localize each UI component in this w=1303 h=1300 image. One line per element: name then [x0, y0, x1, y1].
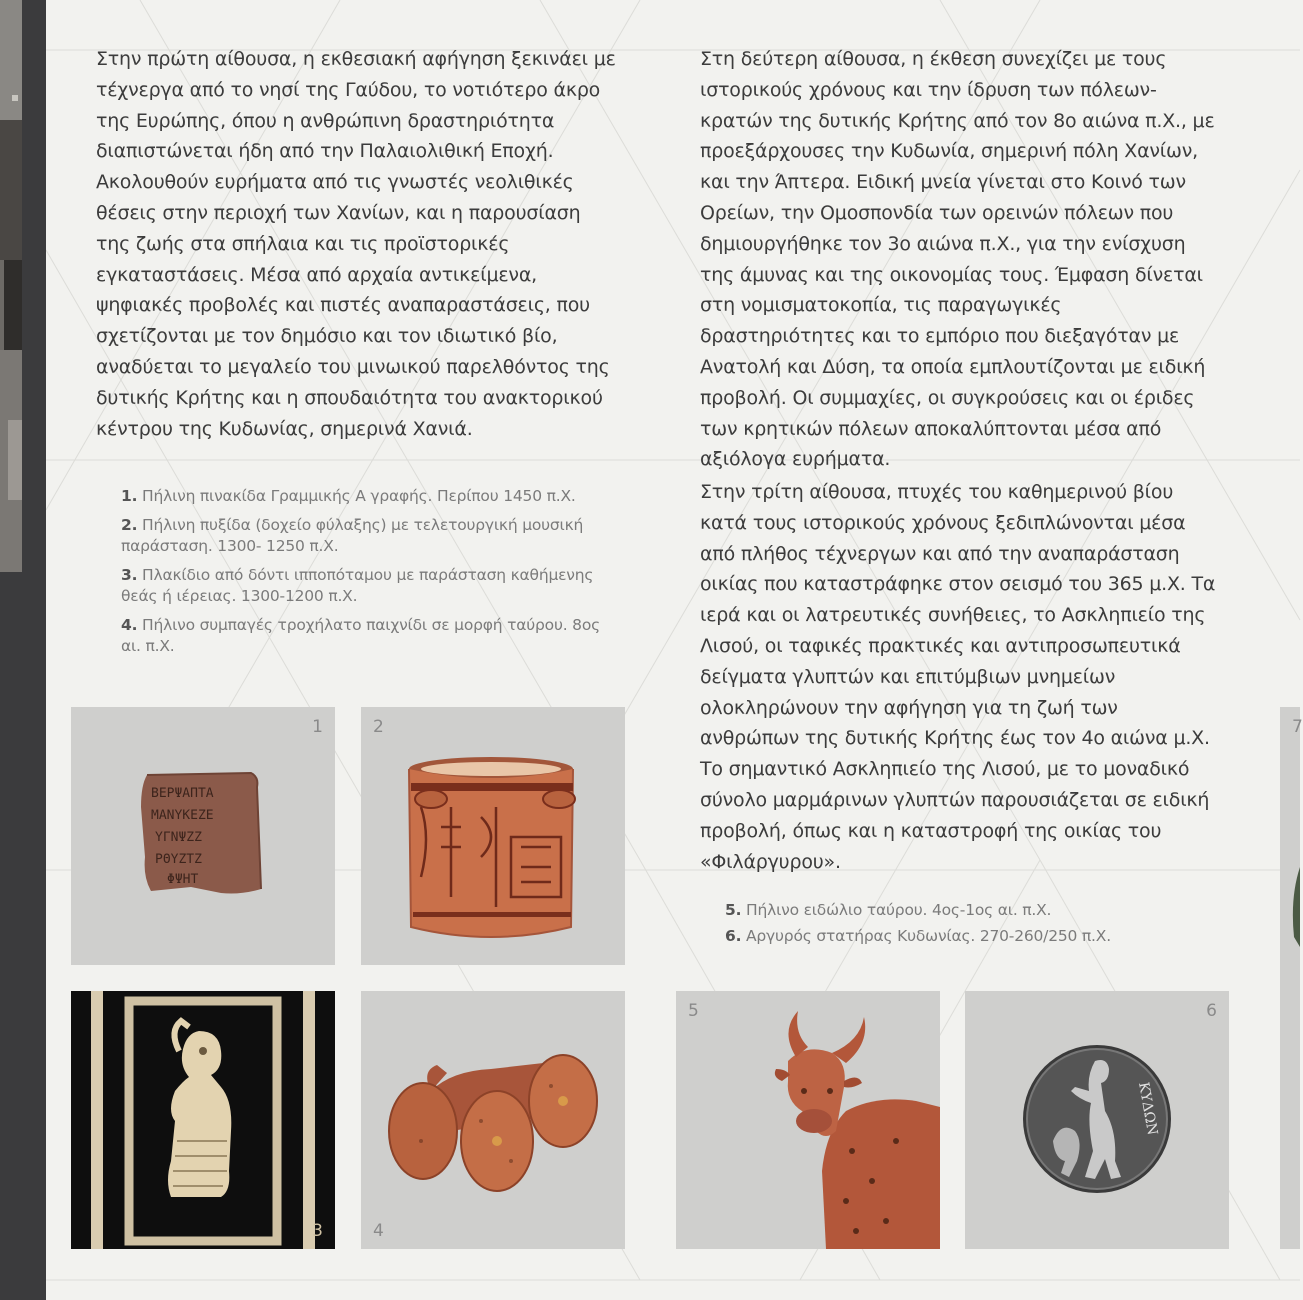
- card-number: 3: [312, 1221, 323, 1241]
- card-number: 6: [1206, 1001, 1217, 1021]
- clay-tablet-image: [71, 707, 335, 965]
- captions-list-right: [725, 900, 1195, 955]
- room2-paragraph: Στη δεύτερη αίθουσα, η έκθεση συνεχίζει με τους ιστορικούς χρόνους και την ίδρυση των πόλεων-κρατών της δυτικής Κρήτης από τον 8ο αιώνα π.Χ., με προεξάρχουσες την Κυδωνία, σημερινή πόλη Χανίων, και την Άπτερα. Ειδική μνεία γίνεται στο Κοινό των Ορείων, την Ομοσπονδία των ορεινών πόλεων που δημιουργήθηκε τον 3ο αιώνα π.Χ., για την ενίσχυση της άμυνας και της οικονομίας τους. Έμφαση δίνεται στη νομισματοκοπία, τις παραγωγικές δραστηριότητες και το εμπόριο που διεξαγόταν με Ανατολή και Δύση, τα οποία εμπλουτίζονται με ειδική προβολή. Οι συμμαχίες, οι συγκρούσεις και οι έριδες των κρητικών πόλεων αποκαλύπτονται μέσα από αξιόλογα ευρήματα.: [700, 48, 1215, 471]
- coin-legend: ΚΥΔΩΝ: [1135, 1080, 1161, 1137]
- wheeled-toy-image: [361, 991, 625, 1249]
- svg-text:ΥΓΝΨΖΖ: ΥΓΝΨΖΖ: [155, 830, 202, 845]
- caption-item: 3. Πλακίδιο από δόντι ιπποπόταμου με παράσταση καθήμενης θεάς ή ιέρειας. 1300-1200 π.Χ.: [121, 566, 594, 605]
- card-number: 5: [688, 1001, 699, 1021]
- caption-item: 2. Πήλινη πυξίδα (δοχείο φύλαξης) με τελετουργική μουσική παράσταση. 1300- 1250 π.Χ.: [121, 516, 584, 555]
- artifact-card-3[interactable]: [71, 991, 335, 1249]
- artifact-card-5[interactable]: [676, 991, 940, 1249]
- artifact-card-4[interactable]: [361, 991, 625, 1249]
- card-number: 7: [1292, 717, 1303, 737]
- card-number: 4: [373, 1221, 384, 1241]
- caption-item: 6. Αργυρός στατήρας Κυδωνίας. 270-260/250 π.Χ.: [725, 927, 1111, 945]
- artifact-card-7[interactable]: [1280, 707, 1303, 1249]
- caption-item: 1. Πήλινη πινακίδα Γραμμικής Α γραφής. Περίπου 1450 π.Χ.: [121, 487, 576, 505]
- silver-stater-image: [965, 991, 1229, 1249]
- card-number: 2: [373, 717, 384, 737]
- ivory-plaque-image: [71, 991, 335, 1249]
- pyxis-image: [361, 707, 625, 965]
- card-number: 1: [312, 717, 323, 737]
- caption-item: 5. Πήλινο ειδώλιο ταύρου. 4ος-1ος αι. π.Χ.: [725, 901, 1052, 919]
- svg-text:ΒΕΡΨΑΠΤΑ: ΒΕΡΨΑΠΤΑ: [151, 786, 214, 801]
- left-edge-strip: [0, 0, 46, 1300]
- svg-text:ΦΨΗΤ: ΦΨΗΤ: [167, 872, 199, 887]
- svg-text:ΜΑΝΥΚΕΖΕ: ΜΑΝΥΚΕΖΕ: [151, 808, 214, 823]
- svg-text:ΡΘΥΖΤΖ: ΡΘΥΖΤΖ: [155, 852, 202, 867]
- artifact-card-1[interactable]: [71, 707, 335, 965]
- bull-figurine-image: [676, 991, 940, 1249]
- artifact-card-2[interactable]: [361, 707, 625, 965]
- left-edge-photo: [0, 0, 22, 572]
- captions-list-left: [121, 486, 611, 665]
- caption-item: 4. Πήλινο συμπαγές τροχήλατο παιχνίδι σε μορφή ταύρου. 8ος αι. π.Χ.: [121, 616, 601, 655]
- partial-artifact-image: [1280, 707, 1300, 1249]
- artifact-card-6[interactable]: [965, 991, 1229, 1249]
- room1-paragraph: Στην πρώτη αίθουσα, η εκθεσιακή αφήγηση ξεκινάει με τέχνεργα από το νησί της Γαύδου, το νοτιότερο άκρο της Ευρώπης, όπου η ανθρώπινη δραστηριότητα διαπιστώνεται ήδη από την Παλαιολιθική Εποχή. Ακολουθούν ευρήματα από τις γνωστές νεολιθικές θέσεις στην περιοχή των Χανίων, και η παρουσίαση της ζωής στα σπήλαια και τις προϊστορικές εγκαταστάσεις. Μέσα από αρχαία αντικείμενα, ψηφιακές προβολές και πιστές αναπαραστάσεις, που σχετίζονται με τον δημόσιο και τον ιδιωτικό βίο, αναδύεται το μεγαλείο του μινωικού παρελθόντος της δυτικής Κρήτης και η σπουδαιότητα του ανακτορικού κέντρου της Κυδωνίας, σημερινά Χανιά.: [96, 48, 616, 440]
- room3-paragraph: Στην τρίτη αίθουσα, πτυχές του καθημερινού βίου κατά τους ιστορικούς χρόνους ξεδιπλώνονται μέσα από πλήθος τέχνεργων και από την αναπαράσταση οικίας που καταστράφηκε στον σεισμό του 365 μ.Χ. Τα ιερά και οι λατρευτικές συνήθειες, το Ασκληπιείο της Λισού, οι ταφικές πρακτικές και αντιπροσωπευτικά δείγματα γλυπτών και επιτύμβιων μνημείων ολοκληρώνουν την αφήγηση για τη ζωή των ανθρώπων της δυτικής Κρήτης έως τον 4ο αιώνα μ.Χ. Το σημαντικό Ασκληπιείο της Λισού, με το μοναδικό σύνολο μαρμάρινων γλυπτών παρουσιάζεται σε ειδική προβολή, όπως και η καταστροφή της οικίας του «Φιλάργυρου».: [700, 481, 1216, 873]
